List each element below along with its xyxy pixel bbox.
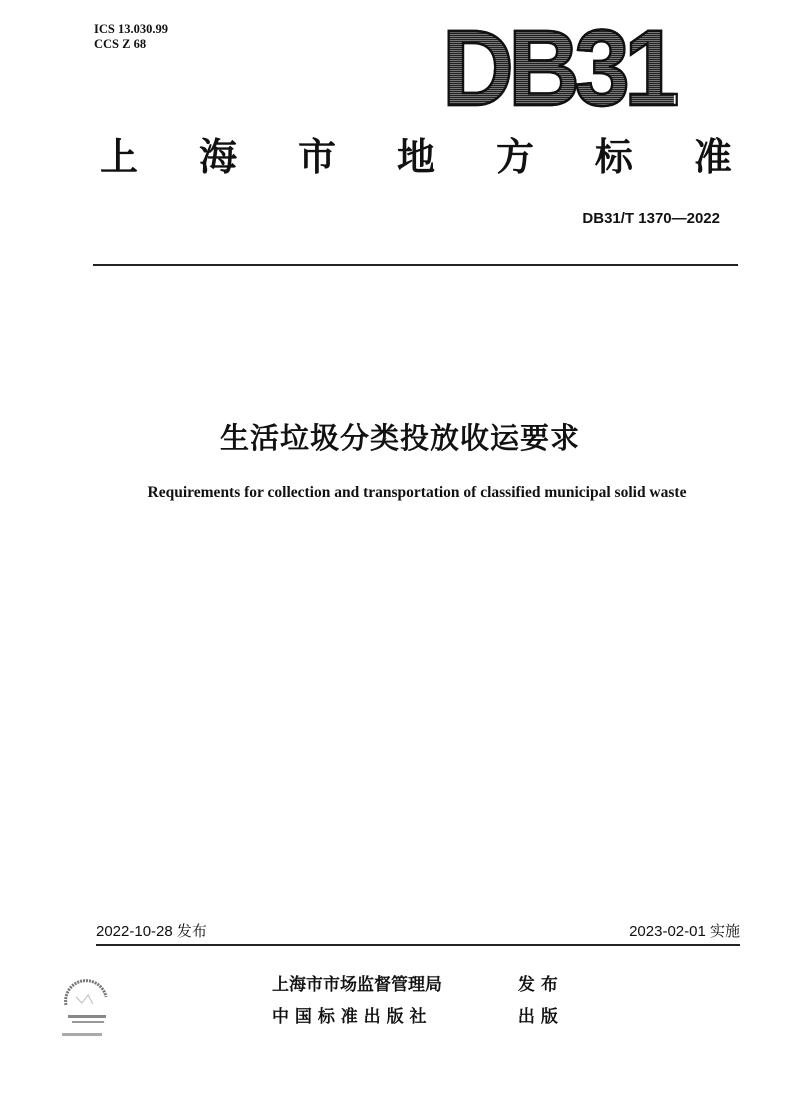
ics-code: ICS 13.030.99 [94, 22, 168, 36]
publisher-line [272, 1002, 558, 1027]
ccs-code: CCS Z 68 [94, 37, 147, 51]
top-divider [93, 264, 738, 266]
document-title-english: Requirements for collection and transportation of classified municipal solid waste [147, 484, 687, 501]
document-title-chinese: 生活垃圾分类投放收运要求 [219, 421, 580, 455]
publisher-role: 出 版 [517, 1007, 558, 1027]
issue-date: 2022-10-28 发布 [96, 923, 207, 940]
heading-char: 上 [100, 135, 139, 179]
publisher-role: 发 布 [517, 975, 558, 995]
heading-char: 方 [495, 135, 534, 179]
bottom-divider [96, 944, 740, 946]
implementation-date: 2023-02-01 实施 [629, 923, 740, 940]
heading-char: 标 [594, 135, 633, 179]
heading-char: 市 [297, 135, 336, 179]
classification-codes [94, 22, 168, 52]
db31-logo: DB31 [442, 7, 674, 128]
publisher-line [272, 970, 558, 995]
heading-char: 准 [693, 135, 732, 179]
publisher-org: 中 国 标 准 出 版 社 [272, 1007, 427, 1027]
heading-char: 海 [198, 135, 237, 179]
heading-char: 地 [396, 135, 435, 179]
watermark-stamp-icon [58, 975, 113, 1045]
standard-type-heading [100, 134, 732, 180]
publisher-org: 上海市市场监督管理局 [272, 975, 442, 995]
standard-number: DB31/T 1370—2022 [582, 210, 720, 227]
